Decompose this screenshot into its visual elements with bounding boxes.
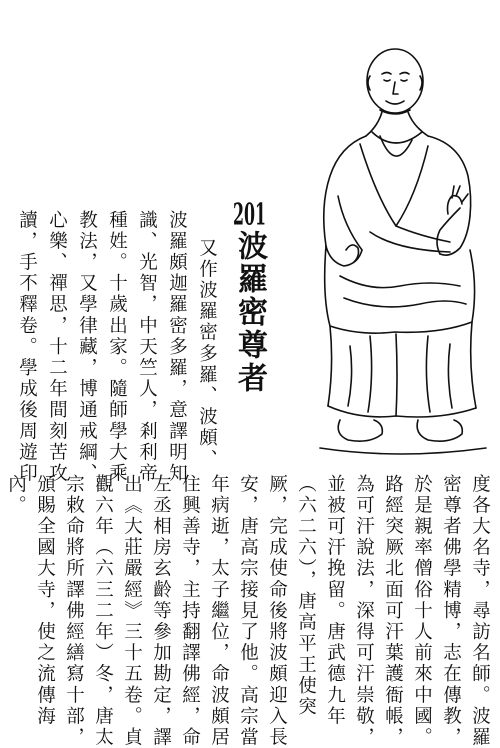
lower-text-column: 密尊者佛學精博，志在傳教，	[440, 474, 462, 748]
lower-text-column: 路經突厥北面可汗葉護衙帳，	[382, 474, 404, 748]
lower-text-column: 觀六年（六三二年）冬，唐太	[92, 474, 114, 748]
upper-text-column: 識、光智，中天竺人，剎利帝	[136, 210, 158, 485]
upper-text-column: 種姓。十歲出家。隨師學大乘	[106, 210, 128, 485]
lower-text-column: 出《大莊嚴經》三十五卷。貞	[121, 474, 143, 748]
upper-text-column: 讀，手不釋卷。學成後周遊印	[16, 210, 38, 485]
upper-text-column: 心樂、禪思，十二年間刻苦攻	[46, 210, 68, 485]
lower-text-column: 度各大名寺，尋訪名師。波羅	[469, 474, 491, 748]
lower-text-column: （六二六），唐高平王使突	[295, 474, 317, 718]
lower-text-column: 頒賜全國大寺，使之流傳海	[34, 474, 56, 728]
lower-text-column: 並被可汗挽留。唐武德九年	[324, 474, 346, 728]
upper-text-column: 教法，又學律藏，博通戒綱、	[76, 210, 98, 485]
upper-text-column: 又作波羅密多羅、波頗、	[196, 238, 218, 471]
upper-text-column: 波羅頗迦羅密多羅，意譯明知	[166, 210, 188, 485]
lower-text-column: 左丞相房玄齡等參加勘定，譯	[150, 474, 172, 748]
lower-text-column: 宗敕命將所譯佛經繕寫十部，	[63, 474, 85, 748]
lower-text-column: 為可汗說法，深得可汗崇敬，	[353, 474, 375, 748]
lower-text-column: 厥，完成使命後將波頗迎入長	[266, 474, 288, 748]
entry-number: 201	[233, 200, 266, 230]
lower-text-column: 年病逝，太子繼位，命波頗居	[208, 474, 230, 748]
lower-text-column: 住興善寺，主持翻譯佛經，命	[179, 474, 201, 748]
seated-monk-illustration	[300, 36, 500, 466]
lower-text-column: 內。	[5, 474, 27, 517]
lower-text-column: 安，唐高宗接見了他。高宗當	[237, 474, 259, 748]
entry-heading	[227, 200, 271, 395]
lower-text-column: 於是親率僧俗十人前來中國。	[411, 474, 433, 748]
entry-title: 波羅密尊者	[232, 230, 267, 395]
